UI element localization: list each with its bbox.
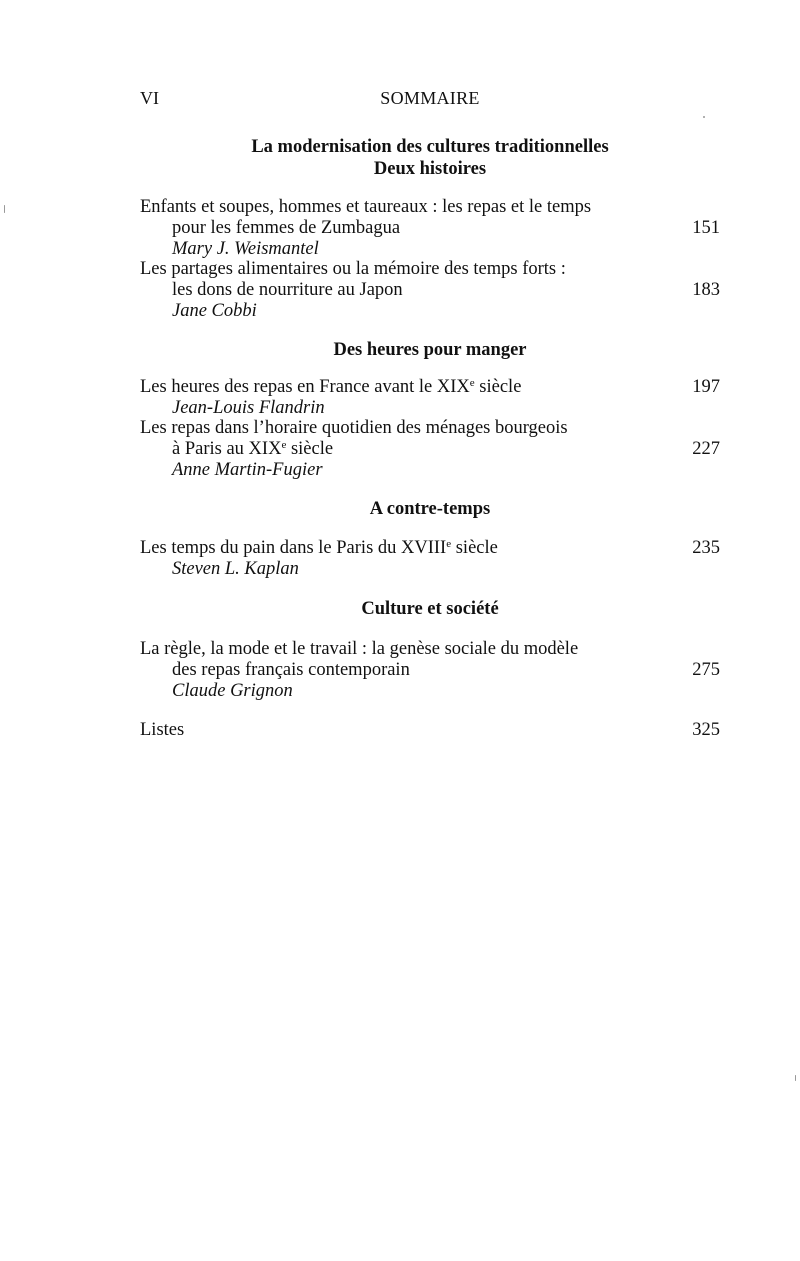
section-title-line: A contre-temps [369, 499, 491, 519]
entry-title-line: à Paris au XIXe siècle 227 [172, 439, 720, 459]
entry-author: Jean-Louis Flandrin [172, 398, 325, 418]
entry-author: Jane Cobbi [172, 301, 257, 321]
toc-entry [140, 259, 720, 322]
section-title [140, 598, 720, 620]
page-folio: VI [140, 88, 159, 108]
entry-author: Mary J. Weismantel [172, 239, 319, 259]
page-number: 183 [692, 280, 720, 300]
toc-entry [140, 197, 720, 260]
page-number: 227 [692, 439, 720, 459]
running-head [0, 88, 800, 110]
entry-title-line: Les heures des repas en France avant le XIXe siècle 197 [140, 377, 720, 397]
page-number: 197 [692, 377, 720, 397]
page-number: 275 [692, 660, 720, 680]
toc-entry [140, 377, 720, 419]
scan-speck [795, 1075, 796, 1081]
page-number: 325 [692, 720, 720, 740]
entry-title-line: Les temps du pain dans le Paris du XVIIIe siècle 235 [140, 538, 720, 558]
section-title [140, 136, 720, 180]
section-title [140, 339, 720, 361]
entry-title-line: Listes 325 [140, 720, 720, 740]
toc-entry [140, 418, 720, 481]
toc-entry-listes [140, 720, 720, 741]
page-number: 151 [692, 218, 720, 238]
page-number: 235 [692, 538, 720, 558]
scan-speck [4, 205, 5, 213]
entry-title-line: des repas français contemporain 275 [172, 660, 720, 680]
section-title-line: Des heures pour manger [333, 340, 527, 360]
entry-title-line: Enfants et soupes, hommes et taureaux : les repas et le temps [140, 197, 592, 217]
running-title: SOMMAIRE [380, 88, 480, 108]
toc-entry [140, 538, 720, 580]
entry-author: Anne Martin-Fugier [172, 460, 323, 480]
toc-entry [140, 639, 720, 702]
scan-speck [703, 116, 705, 118]
section-title [140, 498, 720, 520]
entry-author: Steven L. Kaplan [172, 559, 299, 579]
section-title-line: La modernisation des cultures traditionnelles [251, 137, 609, 157]
entry-author: Claude Grignon [172, 681, 293, 701]
section-title-line: Culture et société [361, 599, 499, 619]
entry-title-line: les dons de nourriture au Japon 183 [172, 280, 720, 300]
entry-title-line: pour les femmes de Zumbagua 151 [172, 218, 720, 238]
section-title-line: Deux histoires [373, 159, 487, 179]
entry-title-line: Les repas dans l’horaire quotidien des ménages bourgeois [140, 418, 568, 438]
entry-title-line: La règle, la mode et le travail : la genèse sociale du modèle [140, 639, 579, 659]
entry-title-line: Les partages alimentaires ou la mémoire des temps forts : [140, 259, 566, 279]
